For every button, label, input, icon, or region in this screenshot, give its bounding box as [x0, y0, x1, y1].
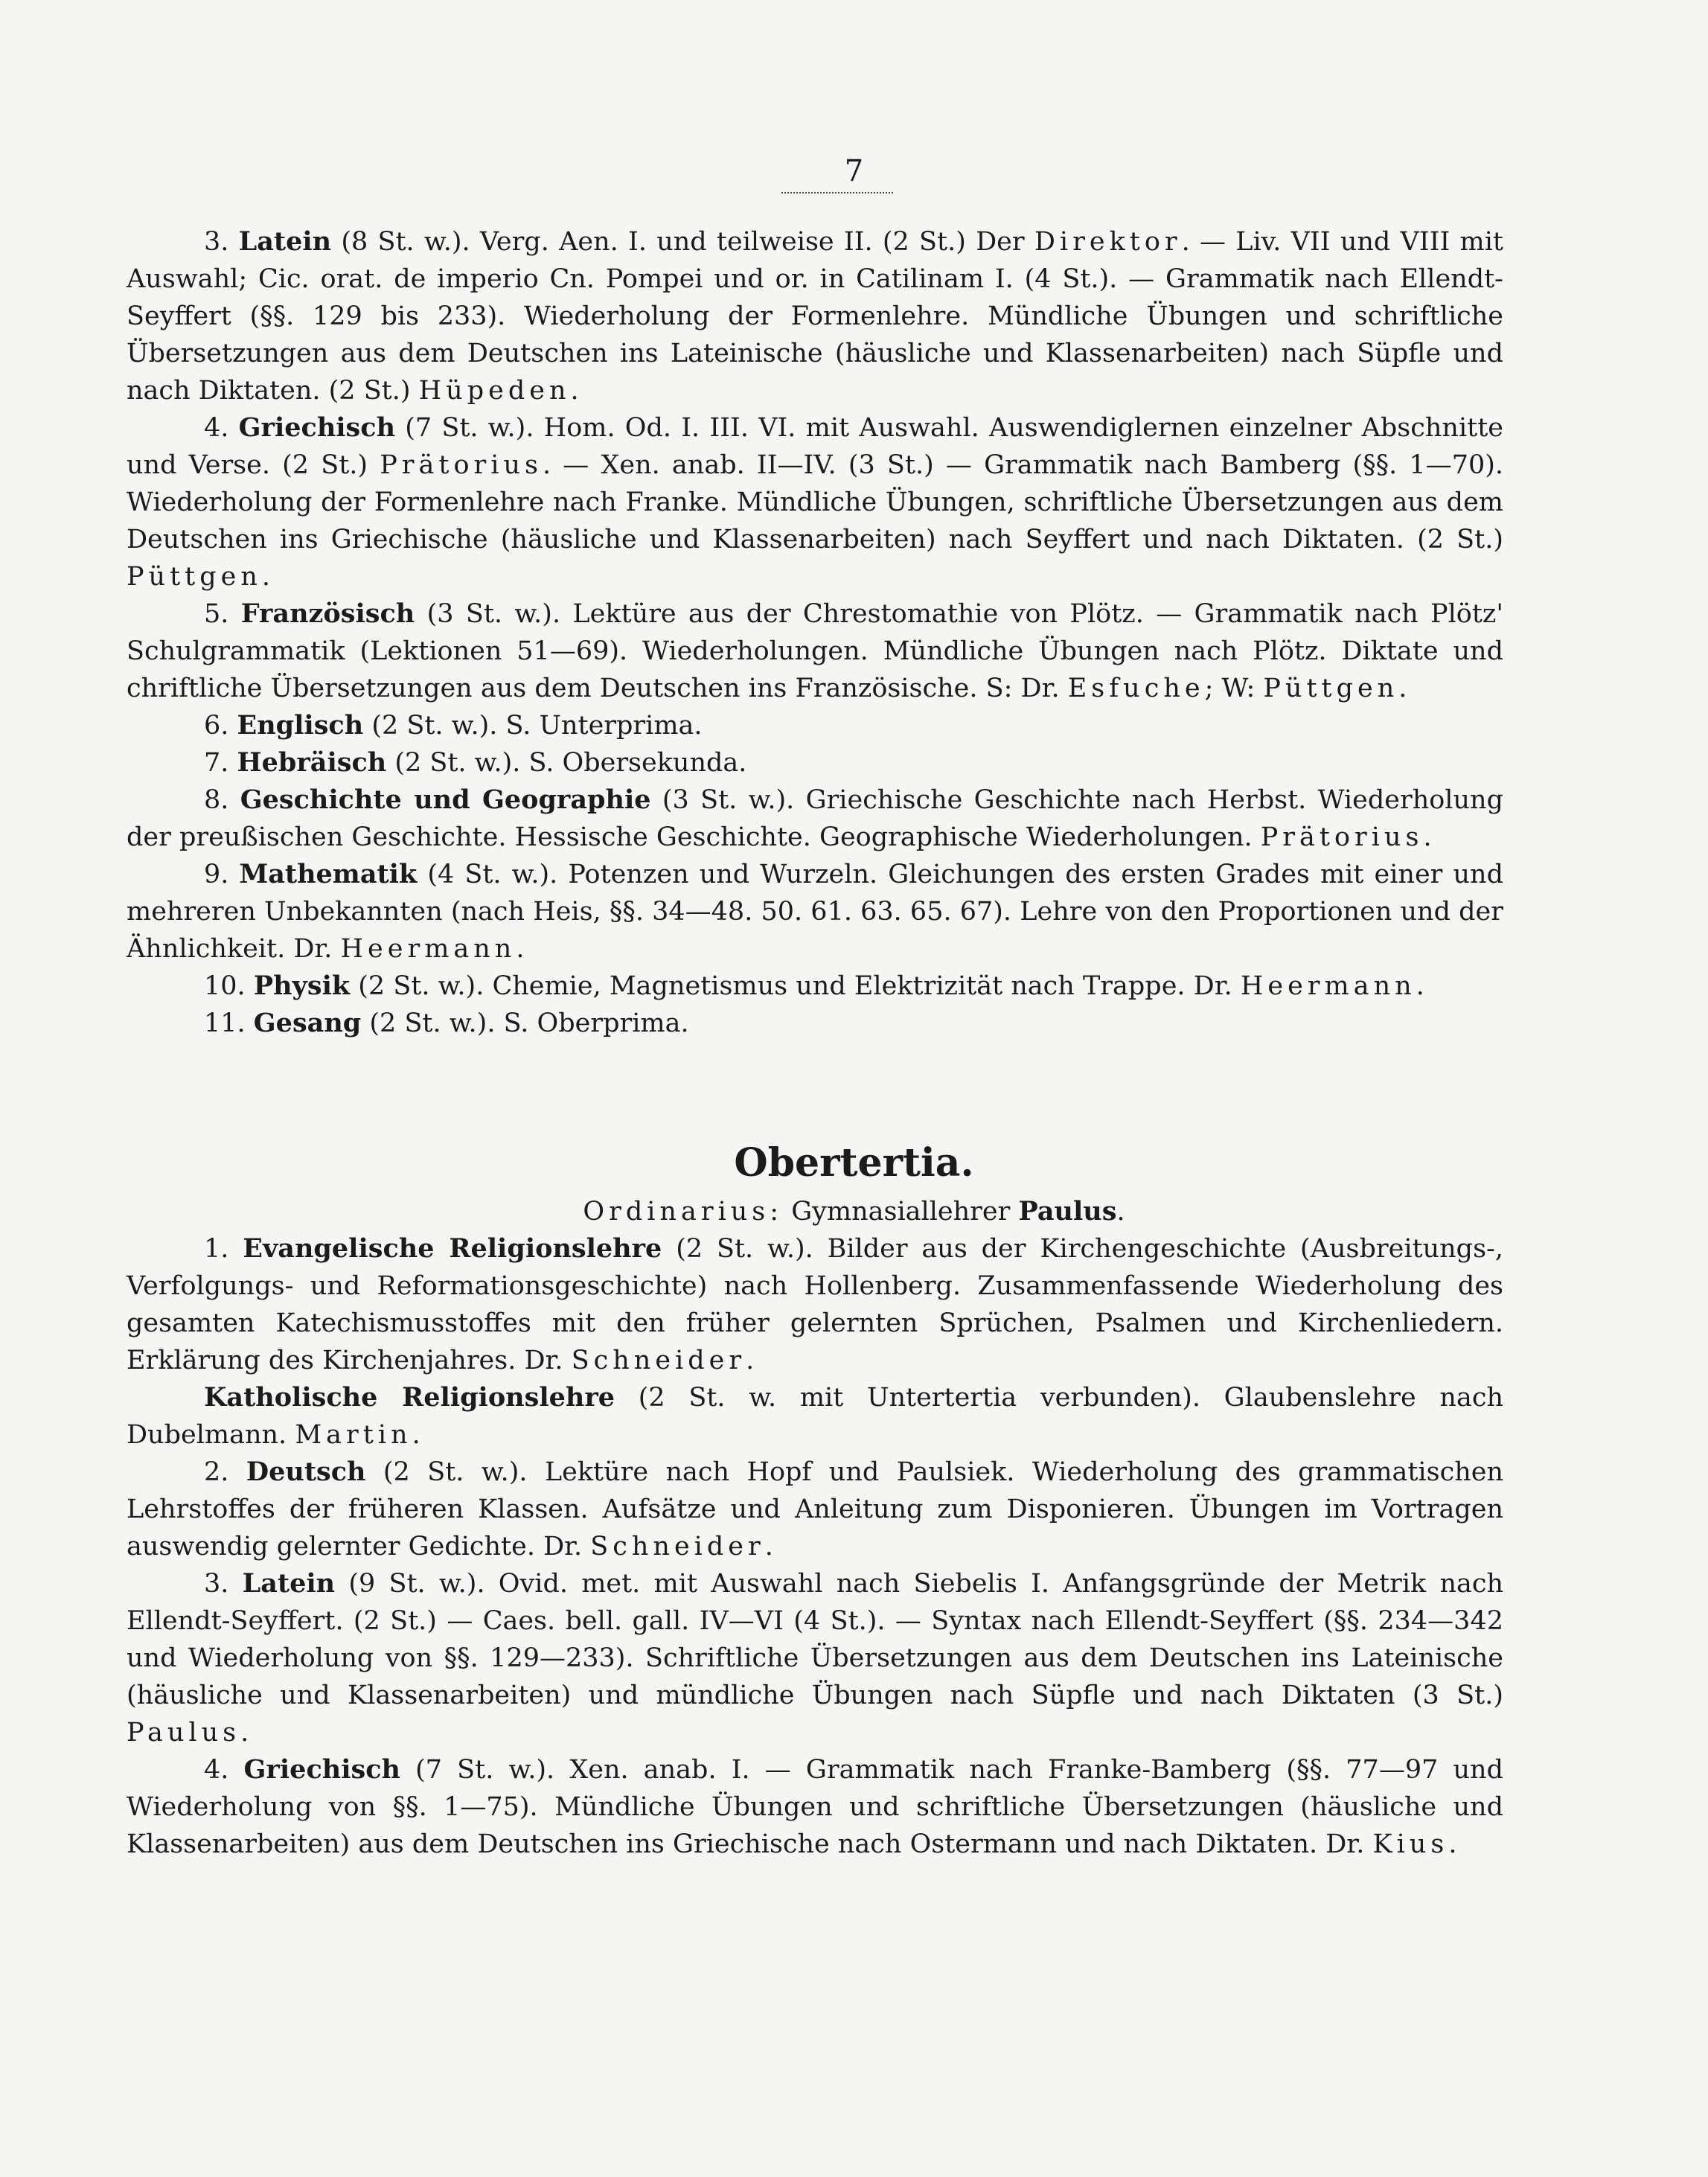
- paragraph-text: (9 St. w.). Ovid. met. mit Auswahl nach Siebelis I. Anfangsgründe der Metrik nach Ellendt-Seyffert. (2 St.) — Caes. bell. gall. IV—VI (4 St.). — Syntax nach Ellendt-Seyffert (§§. 234—342 und Wiederholung von §§. 129—233). Schriftliche Übersetzungen aus dem Deutschen ins Lateinische (häusliche und Klassenarbeiten) und mündliche Übungen nach Süpfle und nach Diktaten (3 St.): [127, 1569, 1503, 1710]
- teacher-name: Heermann: [340, 934, 516, 964]
- page-number: 7: [844, 154, 864, 188]
- subject-paragraph: [127, 409, 1503, 595]
- paragraph-number: 4.: [204, 1755, 244, 1785]
- paragraph-text: .: [516, 934, 525, 964]
- subject-paragraph: [127, 1230, 1503, 1379]
- teacher-name: Martin: [295, 1420, 412, 1450]
- teacher-name: Heermann: [1240, 971, 1416, 1001]
- paragraph-number: 4.: [204, 413, 239, 443]
- paragraph-text: .: [240, 1718, 249, 1748]
- teacher-name: Esfuche: [1067, 674, 1205, 703]
- subject-paragraph: [127, 1379, 1503, 1454]
- paragraph-text: .: [1416, 971, 1424, 1001]
- teacher-name: Schneider: [590, 1532, 765, 1561]
- paragraph-text: . — Xen. anab. II—IV. (3 St.) — Grammatik nach Bamberg (§§. 1—70). Wiederholung der Formenlehre nach Franke. Mündliche Übungen, schriftliche Übersetzungen aus dem Deutschen ins Griechische (häusliche und Klassenarbeiten) nach Seyffert und nach Diktaten. (2 St.): [127, 450, 1504, 554]
- subject-title: Evangelische Religionslehre: [243, 1233, 662, 1264]
- upper-section: [127, 223, 1503, 1042]
- ordinarius-after: .: [1116, 1197, 1125, 1227]
- paragraph-number: 2.: [204, 1457, 246, 1487]
- teacher-name: Püttgen: [1263, 674, 1399, 703]
- subject-title: Gesang: [253, 1008, 362, 1038]
- ordinarius-title: Gymnasiallehrer: [783, 1197, 1019, 1227]
- subject-paragraph: [127, 595, 1503, 707]
- paragraph-text: (2 St. w. mit Untertertia verbunden). Glaubenslehre nach Dubelmann.: [127, 1383, 1503, 1450]
- teacher-name: Hüpeden: [418, 376, 571, 406]
- subject-title: Katholische Religionslehre: [204, 1382, 615, 1413]
- teacher-name: Schneider: [571, 1346, 746, 1375]
- teacher-name: Prätorius: [1260, 822, 1424, 852]
- teacher-name: Kius: [1372, 1829, 1449, 1859]
- subject-paragraph: [127, 1005, 1503, 1042]
- paragraph-text: .: [261, 562, 271, 592]
- ordinarius-name: Paulus: [1018, 1196, 1117, 1227]
- subject-title: Griechisch: [243, 1754, 400, 1785]
- teacher-name: Püttgen: [127, 562, 262, 592]
- subject-paragraph: [127, 1565, 1503, 1751]
- paragraph-number: 7.: [204, 748, 237, 778]
- subject-paragraph: [127, 1751, 1503, 1863]
- paragraph-number: 11.: [204, 1008, 254, 1038]
- subject-title: Physik: [253, 971, 351, 1001]
- paragraph-text: .: [570, 376, 579, 406]
- paragraph-text: .: [1448, 1829, 1457, 1859]
- paragraph-number: 9.: [204, 860, 240, 889]
- subject-paragraph: [127, 744, 1503, 781]
- paragraph-text: .: [1423, 822, 1432, 852]
- subject-title: Latein: [238, 226, 332, 257]
- subject-title: Mathematik: [239, 859, 418, 889]
- subject-title: Deutsch: [246, 1457, 366, 1487]
- subject-paragraph: [127, 968, 1503, 1005]
- lower-section: [127, 1230, 1503, 1863]
- paragraph-text: (8 St. w.). Verg. Aen. I. und teilweise II. (2 St.) Der: [331, 227, 1034, 257]
- paragraph-text: (2 St. w.). S. Oberprima.: [361, 1008, 689, 1038]
- subject-paragraph: [127, 781, 1503, 856]
- paragraph-text: .: [746, 1346, 755, 1375]
- paragraph-text: (4 St. w.). Potenzen und Wurzeln. Gleichungen des ersten Grades mit einer und mehreren Unbekannten (nach Heis, §§. 34—48. 50. 61. 63. 65. 67). Lehre von den Proportionen und der Ähnlichkeit. Dr.: [127, 860, 1503, 964]
- ordinarius-label: Ordinarius:: [583, 1197, 784, 1227]
- paragraph-number: 1.: [204, 1234, 243, 1264]
- subject-title: Hebräisch: [237, 747, 387, 778]
- paragraph-text: ; W:: [1204, 674, 1264, 703]
- paragraph-number: 10.: [204, 971, 254, 1001]
- subject-paragraph: [127, 1454, 1503, 1565]
- paragraph-number: 3.: [204, 227, 239, 257]
- page-number-ornament: [781, 185, 893, 194]
- section-heading: Obertertia.: [734, 1140, 974, 1186]
- paragraph-text: (7 St. w.). Hom. Od. I. III. VI. mit Auswahl. Auswendiglernen einzelner Abschnitte und Verse. (2 St.): [127, 413, 1503, 480]
- paragraph-text: (2 St. w.). Chemie, Magnetismus und Elektrizität nach Trappe. Dr.: [350, 971, 1241, 1001]
- paragraph-number: 6.: [204, 711, 237, 741]
- teacher-name: Paulus: [127, 1718, 241, 1748]
- subject-paragraph: [127, 856, 1503, 968]
- paragraph-text: (2 St. w.). Bilder aus der Kirchengeschichte (Ausbreitungs-, Verfolgungs- und Reformationsgeschichte) nach Hollenberg. Zusammenfassende Wiederholung des gesamten Katechismusstoffes mit den früher gelernten Sprüchen, Psalmen und Kirchenliedern. Erklärung des Kirchenjahres. Dr.: [127, 1234, 1503, 1375]
- paragraph-number: 3.: [204, 1569, 243, 1599]
- teacher-name: Direktor: [1034, 227, 1182, 257]
- paragraph-text: (3 St. w.). Lektüre aus der Chrestomathie von Plötz. — Grammatik nach Plötz' Schulgrammatik (Lektionen 51—69). Wiederholungen. Mündliche Übungen nach Plötz. Diktate und chriftliche Übersetzungen aus dem Deutschen ins Französische. S: Dr.: [127, 599, 1503, 703]
- teacher-name: Prätorius: [380, 450, 543, 480]
- paragraph-number: 8.: [204, 785, 240, 815]
- paragraph-text: (3 St. w.). Griechische Geschichte nach Herbst. Wiederholung der preußischen Geschichte. Hessische Geschichte. Geographische Wiederholungen.: [127, 785, 1503, 852]
- paragraph-text: .: [412, 1420, 420, 1450]
- paragraph-number: 5.: [204, 599, 241, 629]
- paragraph-text: (2 St. w.). S. Unterprima.: [363, 711, 703, 741]
- subject-title: Griechisch: [238, 412, 396, 443]
- subject-paragraph: [127, 223, 1503, 409]
- subject-title: Englisch: [237, 710, 364, 741]
- paragraph-text: .: [1398, 674, 1407, 703]
- subject-paragraph: [127, 707, 1503, 744]
- paragraph-text: . — Liv. VII und VIII mit Auswahl; Cic. orat. de imperio Cn. Pompei und or. in Catilinam I. (4 St.). — Grammatik nach Ellendt-Seyffert (§§. 129 bis 233). Wiederholung der Formenlehre. Mündliche Übungen und schriftliche Übersetzungen aus dem Deutschen ins Lateinische (häusliche und Klassenarbeiten) nach Süpfle und nach Diktaten. (2 St.): [127, 227, 1503, 406]
- subject-title: Geschichte und Geographie: [240, 784, 651, 815]
- paragraph-text: (2 St. w.). Lektüre nach Hopf und Paulsiek. Wiederholung des grammatischen Lehrstoffes der früheren Klassen. Aufsätze und Anleitung zum Disponieren. Übungen im Vortragen auswendig gelernter Gedichte. Dr.: [127, 1457, 1503, 1561]
- paragraph-text: (7 St. w.). Xen. anab. I. — Grammatik nach Franke-Bamberg (§§. 77—97 und Wiederholung von §§. 1—75). Mündliche Übungen und schriftliche Übersetzungen (häusliche und Klassenarbeiten) aus dem Deutschen ins Griechische nach Ostermann und nach Diktaten. Dr.: [127, 1755, 1503, 1859]
- subject-title: Französisch: [240, 598, 415, 629]
- subject-title: Latein: [242, 1568, 336, 1599]
- paragraph-text: (2 St. w.). S. Obersekunda.: [386, 748, 747, 778]
- ordinarius-line: [0, 1193, 1708, 1230]
- paragraph-text: .: [764, 1532, 773, 1561]
